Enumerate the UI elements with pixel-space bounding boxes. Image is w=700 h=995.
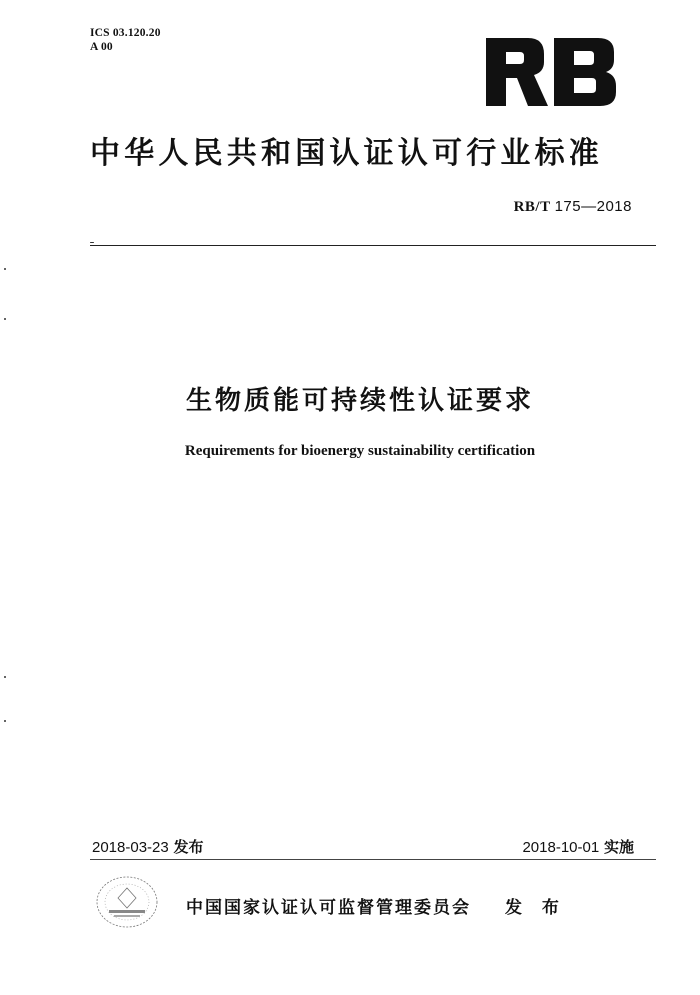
- bottom-rule-divider: [90, 859, 656, 860]
- official-seal-icon: [94, 874, 160, 930]
- standard-number: [514, 198, 632, 216]
- org-title: 中华人民共和国认证认可行业标准: [90, 136, 603, 171]
- rb-logo-icon: [484, 36, 618, 108]
- implement-label: 实施: [603, 838, 634, 856]
- ics-code: ICS 03.120.20: [90, 27, 161, 39]
- issue-date-line: [92, 836, 204, 857]
- top-rule-divider: [90, 245, 656, 246]
- scan-speck: [4, 318, 6, 320]
- issuer-name: 中国国家认证认可监督管理委员会: [186, 898, 471, 918]
- title-chinese: 生物质能可持续性认证要求: [185, 386, 534, 416]
- implement-date: 2018-10-01: [522, 839, 600, 856]
- implement-date-line: [522, 836, 634, 857]
- title-english: Requirements for bioenergy sustainability certification: [184, 443, 536, 459]
- publish-label: 发 布: [505, 898, 566, 918]
- scan-speck: [90, 242, 94, 243]
- standard-number-value: 175—2018: [554, 198, 632, 215]
- scan-speck: [4, 720, 6, 722]
- issue-date: 2018-03-23: [92, 839, 169, 856]
- scan-speck: [4, 268, 6, 270]
- standard-number-prefix: RB/T: [513, 199, 551, 215]
- scan-speck: [4, 676, 6, 678]
- ics-classification: [90, 26, 161, 54]
- ccs-code: A 00: [90, 41, 113, 53]
- issue-label: 发布: [173, 838, 204, 856]
